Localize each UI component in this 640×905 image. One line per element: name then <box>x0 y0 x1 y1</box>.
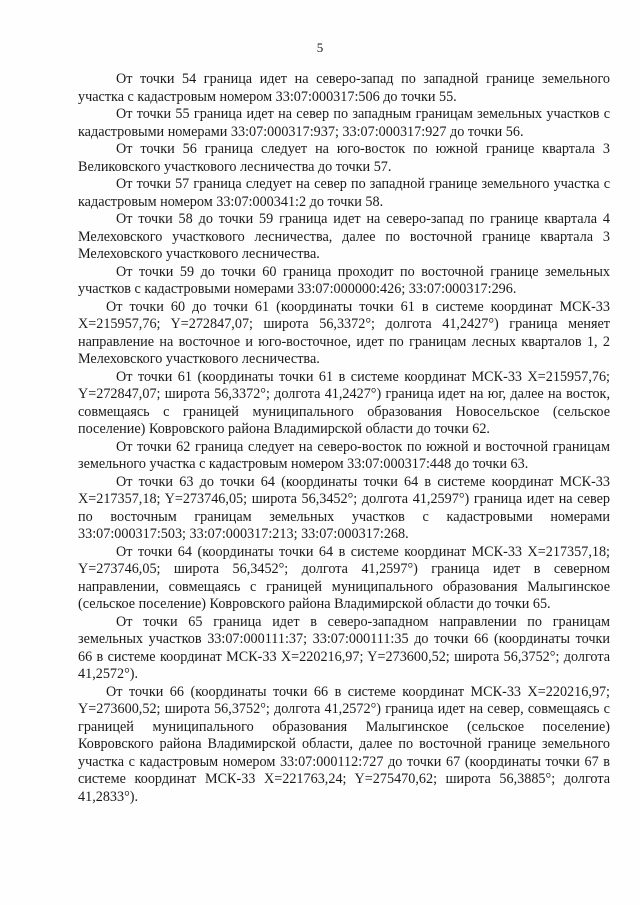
paragraph-point-56: От точки 56 граница следует на юго-восток по южной границе квартала 3 Великовского участкового лесничества до точки 57. <box>78 141 610 175</box>
paragraph-point-58: От точки 58 до точки 59 граница идет на северо-запад по границе квартала 4 Мелеховского участкового лесничества, далее по восточной границе квартала 3 Мелеховского участкового лесничества. <box>78 211 610 262</box>
paragraph-point-57: От точки 57 граница следует на север по западной границе земельного участка с кадастровым номером 33:07:000341:2 до точки 58. <box>78 176 610 210</box>
paragraph-point-63: От точки 63 до точки 64 (координаты точки 64 в системе координат МСК-33 X=217357,18; Y=273746,05; широта 56,3452°; долгота 41,2597°) граница идет на север по восточным границам земельных участков с кадастровыми номерами 33:07:000317:503; 33:07:000317:213; 33:07:000317:268. <box>78 473 610 542</box>
paragraph-point-54: От точки 54 граница идет на северо-запад по западной границе земельного участка с кадастровым номером 33:07:000317:506 до точки 55. <box>78 71 610 105</box>
paragraph-point-65: От точки 65 граница идет в северо-западном направлении по границам земельных участков 33:07:000111:37; 33:07:000111:35 до точки 66 (координаты точки 66 в системе координат МСК-33 X=220216,97; Y=273600,52; широта 56,3752°; долгота 41,2572°). <box>78 613 610 682</box>
page-number: 5 <box>316 40 324 55</box>
paragraph-point-59: От точки 59 до точки 60 граница проходит по восточной границе земельных участков с кадастровыми номерами 33:07:000000:426; 33:07:000317:296. <box>78 263 610 297</box>
paragraph-point-60: От точки 60 до точки 61 (координаты точки 61 в системе координат МСК-33 X=215957,76; Y=272847,07; широта 56,3372°; долгота 41,2427°) граница меняет направление на восточное и юго-восточное, идет по границам лесных кварталов 1, 2 Мелеховского участкового лесничества. <box>78 298 610 367</box>
document-body <box>78 71 610 806</box>
paragraph-point-62: От точки 62 граница следует на северо-восток по южной и восточной границам земельного участка с кадастровым номером 33:07:000317:448 до точки 63. <box>78 438 610 472</box>
paragraph-point-66: От точки 66 (координаты точки 66 в системе координат МСК-33 X=220216,97; Y=273600,52; широта 56,3752°; долгота 41,2572°) граница идет на север, совмещаясь с границей муниципального образования Малыгинское (сельское поселение) Ковровского района Владимирской области, далее по восточной границе земельного участка с кадастровым номером 33:07:000112:727 до точки 67 (координаты точки 67 в системе координат МСК-33 X=221763,24; Y=275470,62; широта 56,3885°; долгота 41,2833°). <box>78 683 610 805</box>
paragraph-point-64: От точки 64 (координаты точки 64 в системе координат МСК-33 X=217357,18; Y=273746,05; широта 56,3452°; долгота 41,2597°) граница идет в северном направлении, совмещаясь с границей муниципального образования Малыгинское (сельское поселение) Ковровского района Владимирской области до точки 65. <box>78 543 610 612</box>
paragraph-point-61: От точки 61 (координаты точки 61 в системе координат МСК-33 X=215957,76; Y=272847,07; широта 56,3372°; долгота 41,2427°) граница идет на юг, далее на восток, совмещаясь с границей муниципального образования Новосельское (сельское поселение) Ковровского района Владимирской области до точки 62. <box>78 368 610 437</box>
paragraph-point-55: От точки 55 граница идет на север по западным границам земельных участков с кадастровыми номерами 33:07:000317:937; 33:07:000317:927 до точки 56. <box>78 106 610 140</box>
